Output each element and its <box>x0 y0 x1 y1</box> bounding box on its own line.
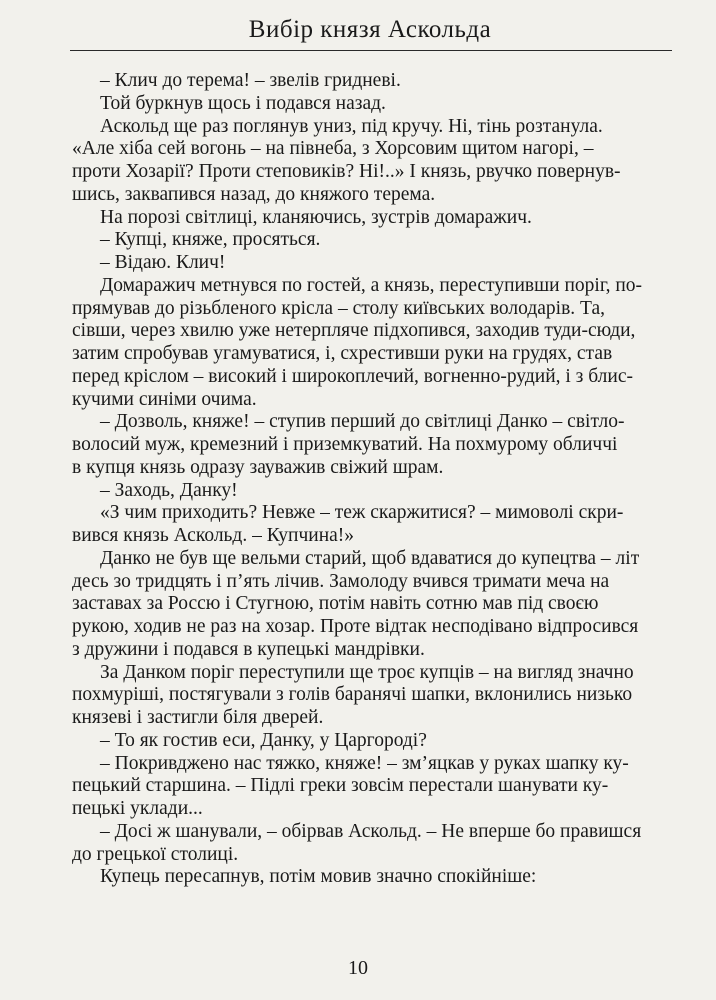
body-text <box>72 70 672 889</box>
text-line: На порозі світлиці, кланяючись, зустрів домаражич. <box>100 206 532 228</box>
text-line: – Заходь, Данку! <box>100 479 238 501</box>
text-line: Той буркнув щось і подався назад. <box>100 92 386 114</box>
text-line: волосий муж, кремезний і приземкуватий. На похмурому обличчі <box>72 434 618 455</box>
text-line: «Але хіба сей вогонь – на півнеба, з Хорсовим щитом нагорі, – <box>72 138 594 160</box>
text-line: князеві і застигли біля дверей. <box>72 707 324 728</box>
text-line: – Клич до терема! – звелів гридневі. <box>100 70 401 91</box>
text-line: – Відаю. Клич! <box>100 252 226 273</box>
text-line: Домаражич метнувся по гостей, а князь, переступивши поріг, по- <box>100 274 643 296</box>
text-line: – Досі ж шанували, – обірвав Аскольд. – Не вперше бо правишся <box>100 820 642 842</box>
text-line: заставах за Россю і Стугною, потім навіть сотню мав під своєю <box>72 593 599 615</box>
text-line: прямував до різьбленого крісла – столу київських володарів. Та, <box>72 297 605 319</box>
text-line: десь зо тридцять і п’ять лічив. Замолоду вчився тримати меча на <box>72 570 610 592</box>
text-line: За Данком поріг переступили ще троє купців – на вигляд значно <box>100 661 634 683</box>
text-line: – Купці, княже, просяться. <box>100 229 321 251</box>
text-line: затим спробував угамуватися, і, схрестивши руки на грудях, став <box>72 343 613 364</box>
text-line: в купця князь одразу зауважив свіжий шрам. <box>72 456 444 478</box>
text-line: – То як гостив еси, Данку, у Царгороді? <box>100 729 427 751</box>
text-line: до грецької столиці. <box>72 843 239 865</box>
running-header: Вибір князя Аскольда <box>248 16 492 43</box>
text-line: Данко не був ще вельми старий, щоб вдаватися до купецтва – літ <box>100 547 640 569</box>
text-line: вився князь Аскольд. – Купчина!» <box>72 525 355 546</box>
text-line: – Дозволь, княже! – ступив перший до світлиці Данко – світло- <box>100 411 625 433</box>
header-rule <box>70 50 672 51</box>
text-line: «З чим приходить? Невже – теж скаржитися? – мимоволі скри- <box>100 502 624 524</box>
text-line: Купець пересапнув, потім мовив значно спокійніше: <box>100 866 537 888</box>
text-line: пецькі уклади... <box>72 798 203 819</box>
text-line: сівши, через хвилю уже нетерпляче підхопився, заходив туди-сюди, <box>72 320 636 342</box>
text-line: перед кріслом – високий і широкоплечий, вогненно-рудий, і з блис- <box>72 365 633 387</box>
text-line: проти Хозарії? Проти степовиків? Ні!..» І князь, рвучко повернув- <box>72 161 621 182</box>
text-line: шись, заквапився назад, до княжого терема. <box>72 183 436 205</box>
text-line: з дружини і подався в купецькі мандрівки. <box>72 638 425 660</box>
text-line: рукою, ходив не раз на хозар. Проте відтак несподівано відпросився <box>72 616 639 637</box>
text-line: – Покривджено нас тяжко, княже! – зм’яцкав у руках шапку ку- <box>100 752 629 774</box>
page-number: 10 <box>348 957 368 979</box>
text-line: пецький старшина. – Підлі греки зовсім перестали шанувати ку- <box>72 775 609 797</box>
text-line: похмуріші, постягували з голів баранячі шапки, вклонились низько <box>72 684 633 706</box>
text-line: кучими синіми очима. <box>72 388 257 410</box>
text-line: Аскольд ще раз поглянув униз, під кручу. Ні, тінь розтанула. <box>100 115 603 137</box>
